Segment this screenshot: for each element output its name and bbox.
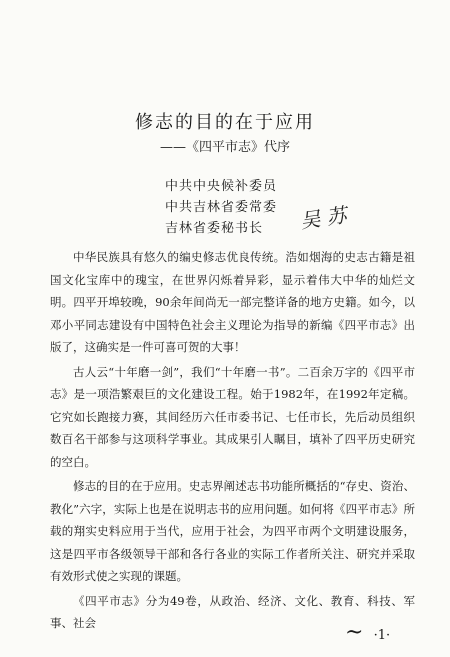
author-line: 中共中央候补委员 [165,179,278,194]
handwritten-mark: ~ [345,620,364,645]
page-number: ·1· [373,628,391,643]
paragraph: 修志的目的在于应用。史志界阐述志书功能所概括的“存史、资治、教化”六字，实际上也是在说明志书的应用问题。如何将《四平市志》所载的翔实史料应用于当代，应用于社会，为四平市两个文明建设服务，这是四平市各级领导干部和各行各业的实际工作者所关注、研究并采取有效形式使之实现的课题。 [50,479,415,583]
page-title: 修志的目的在于应用 [135,112,315,133]
author-line: 中共吉林省委常委 [165,200,278,215]
page-subtitle: ——《四平市志》代序 [159,140,290,155]
handwritten-signature: 吴 苏 [298,202,349,234]
body-text [50,246,415,637]
author-line: 吉林省委秘书长 [165,221,264,236]
page-number-area [345,620,390,645]
paragraph: 中华民族具有悠久的编史修志优良传统。浩如烟海的史志古籍是祖国文化宝库中的瑰宝，在世界闪烁着异彩，显示着伟大中华的灿烂文明。四平开埠较晚，90余年间尚无一部完整详备的地方史籍。如今，以邓小平同志建设有中国特色社会主义理论为指导的新编《四平市志》出版了，这确实是一件可喜可贺的大事！ [50,250,415,354]
paragraph: 《四平市志》分为49卷，从政治、经济、文化、教育、科技、军事、社会 [50,593,415,630]
paragraph: 古人云“十年磨一剑”，我们“十年磨一书”。二百余万字的《四平市志》是一项浩繁艰巨的文化建设工程。始于1982年，在1992年定稿。它究如长跑接力赛，其间经历六任市委书记、七任市长，先后动员组织数百名干部参与这项科学事业。其成果引人瞩目，填补了四平历史研究的空白。 [50,364,415,469]
